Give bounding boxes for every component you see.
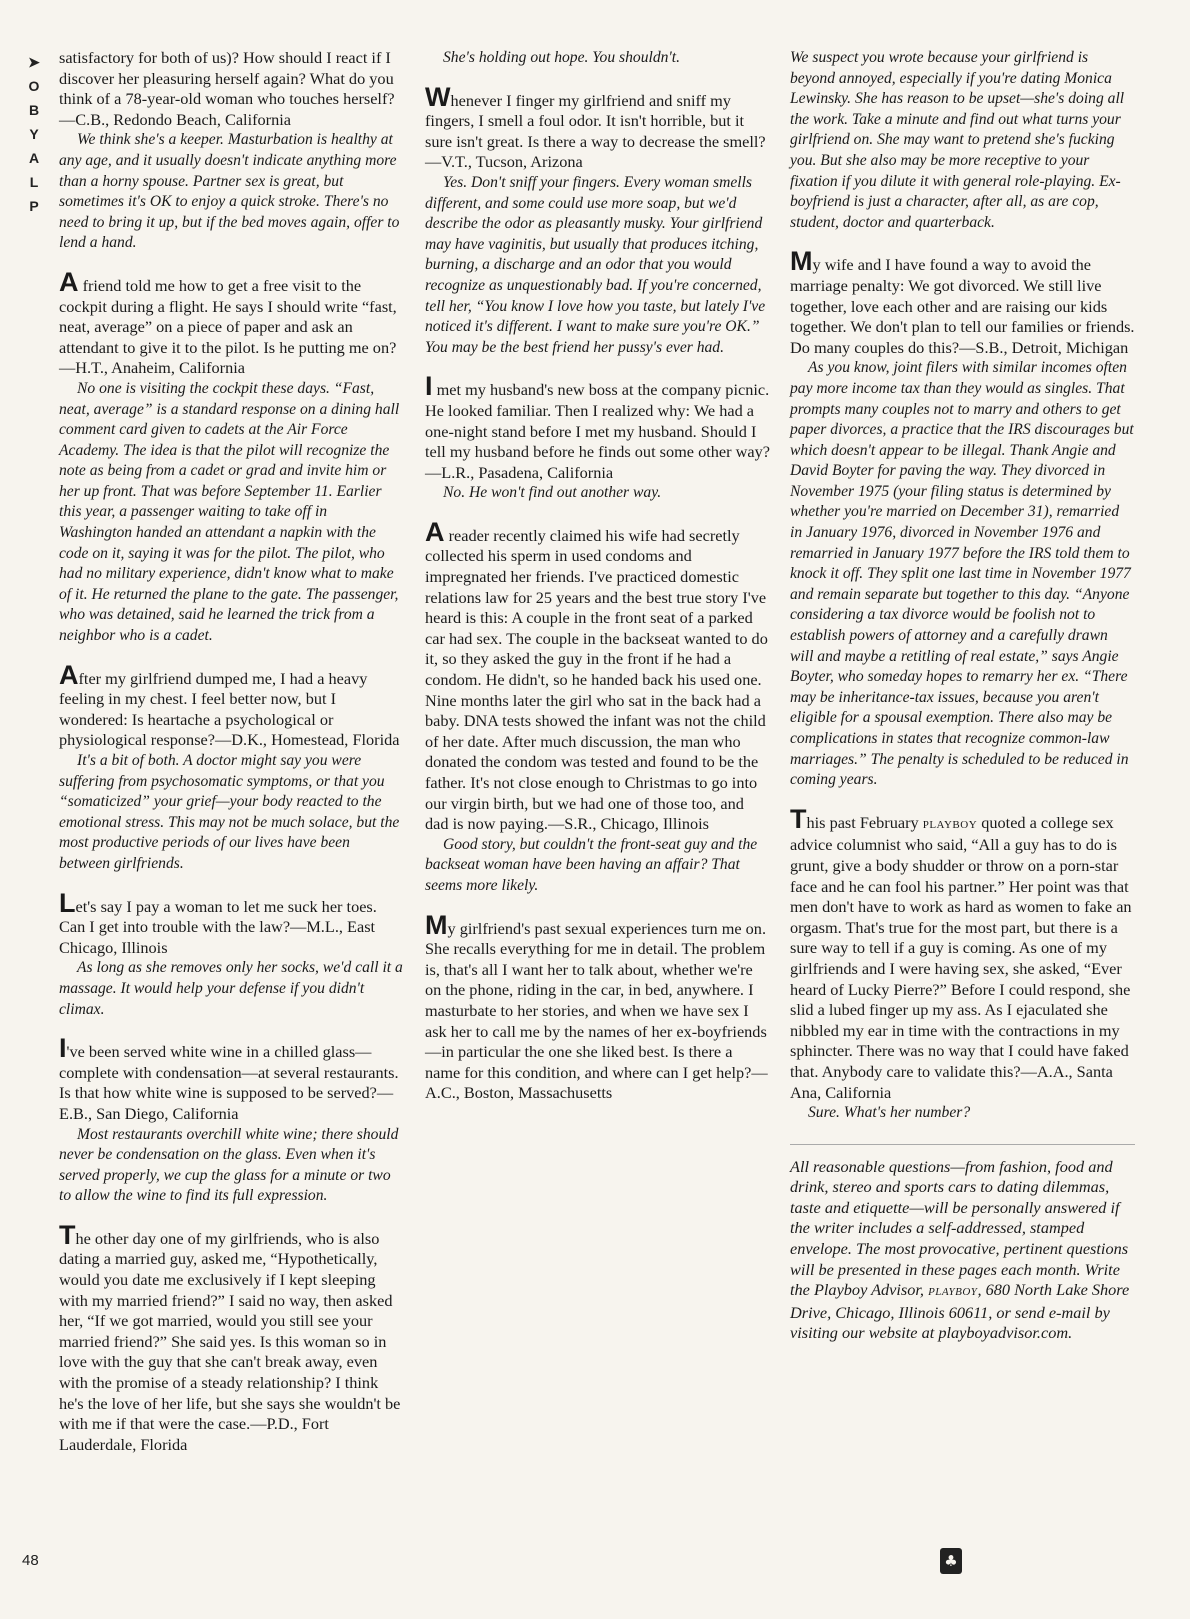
answer: It's a bit of both. A doctor might say you were suffering from psychosomatic symptoms, or that you “somaticized” your grief—your body reacted to the emotional stress. This may not be much solace, but the most productive periods of our lives have been between girlfriends.: [59, 752, 400, 872]
question: [425, 371, 770, 483]
footer-text: , 680 North Lake Shore Drive, Chicago, Illinois 60611, or send e-mail by visiting our website at playboyadvisor.com.: [790, 1280, 1130, 1343]
drop-cap: M: [790, 246, 813, 277]
masthead-letter: A: [28, 150, 40, 166]
drop-cap: L: [59, 887, 76, 918]
question-text: reader recently claimed his wife had secretly collected his sperm in used condoms and impregnated her friends. I've practiced domestic relations law for 25 years and the best true story I've heard is this: A couple in the front seat of a parked car had sex. The couple in the backseat wanted to do it, so they asked the guy in the front if he had a condom. He didn't, so he handed back his used one. Nine months later the girl who sat in the back had a baby. DNA tests showed the infant was not the child of her date. After much discussion, the man who donated the condom was tested and found to be the father. It's not close enough to Christmas to go into our virgin birth, but we had one of those too, and dad is now paying.—S.R., Chicago, Illinois: [425, 525, 768, 834]
question: [59, 1033, 404, 1124]
page-number: 48: [22, 1552, 39, 1569]
masthead-letter: ➤: [28, 54, 40, 70]
rabbit-head-icon: ♣: [940, 1548, 962, 1574]
question-text: y wife and I have found a way to avoid the marriage penalty: We got divorced. We still live together, love each other and are raising our kids together. We don't plan to tell our families or friends. Do many couples do this?—S.B., Detroit, Michigan: [790, 255, 1135, 357]
answer: Yes. Don't sniff your fingers. Every woman smells different, and some could use more soap, but we'd describe the odor as pleasantly musky. Your girlfriend may have vaginitis, but usually that produces itching, burning, a discharge and an odor that you would recognize as unquestionably bad. If you're concerned, tell her, “You know I love how you taste, but lately I've noticed it's different. I want to make sure you're OK.” You may be the best friend her pussy's ever had.: [425, 173, 766, 356]
masthead-letter: Y: [29, 126, 39, 142]
question: [59, 887, 404, 959]
question-text: et's say I pay a woman to let me suck her toes. Can I get into trouble with the law?—M.L., East Chicago, Illinois: [59, 896, 377, 957]
question: [59, 1219, 404, 1456]
question: [59, 659, 404, 751]
answer: She's holding out hope. You shouldn't.: [443, 49, 680, 66]
question-text: friend told me how to get a free visit to the cockpit during a flight. He says I should write “fast, neat, average” on a piece of paper and ask an attendant to give it to the pilot. Is he putting me on?—H.T., Anaheim, California: [59, 275, 397, 378]
divider: [790, 1144, 1135, 1145]
answer: No. He won't find out another way.: [443, 484, 662, 502]
drop-cap: I: [59, 1033, 67, 1064]
answer: As you know, joint filers with similar incomes often pay more income tax than they would as singles. That prompts many couples not to marry and others to get paper divorces, a practice that the IRS discourages but which doesn't appear to be illegal. Thank Angie and David Boyter for paving the way. They divorced in November 1975 (your filing status is determined by whether you're married on December 31), remarried in January 1976, divorced in November 1976 and remarried in January 1977 before the IRS told them to knock it off. They split one last time in November 1977 and remain separate but together to this day. “Anyone considering a tax divorce would be foolish not to establish powers of attorney and a carefully drawn will and maybe a retitling of real estate,” says Angie Boyter, who someday hopes to remarry her ex. “There may be inheritance-tax issues, because you aren't eligible for a spousal exemption. There also may be complications in states that recognize common-law marriages.” The penalty is scheduled to be reduced in coming years.: [790, 359, 1134, 789]
answer: As long as she removes only her socks, we'd call it a massage. It would help your defense if you didn't climax.: [59, 959, 403, 1018]
answer: No one is visiting the cockpit these days. “Fast, neat, average” is a standard response on a dining hall comment card given to cadets at the Air Force Academy. The idea is that the pilot will recognize the note as being from a cadet or grad and invite him or her up front. That was before September 11. Earlier this year, a passenger waiting to take off in Washington handed an attendant a napkin with the code on it, saying it was for the pilot. The pilot, who had no military experience, didn't know what to make of it. He returned the plane to the gate. The passenger, who was detained, said he learned the trick from a neighbor who is a cadet.: [59, 379, 400, 645]
question-text: quoted a college sex advice columnist who said, “All a guy has to do is grunt, give a body shudder or throw on a porn-star face and he can fool his partner.” Her point was that men don't have to work as hard as women to fake an orgasm. That's true for the most part, but there is a sure way to tell if a guy is coming. As one of my girlfriends and I were having sex, she asked, “Ever heard of Lucky Pierre?” Before I could respond, she slid a lubed finger up my ass. As I ejaculated she nibbled my ear in time with the contractions in my sphincter. There was no way that I could have faked that. Anybody care to validate this?—A.A., Santa Ana, California: [790, 812, 1132, 1102]
qa-entry: [59, 48, 404, 254]
drop-cap: A: [59, 659, 79, 690]
drop-cap: A: [425, 516, 445, 547]
qa-entry-continued: [425, 48, 770, 69]
column-1: [59, 48, 404, 1475]
masthead-letter: P: [29, 198, 39, 214]
qa-entry-continued: [790, 48, 1135, 233]
drop-cap: T: [59, 1219, 76, 1250]
question: [59, 266, 404, 379]
question: [59, 48, 404, 130]
question: [425, 516, 770, 835]
question: [790, 803, 1135, 1103]
question-text: he other day one of my girlfriends, who is also dating a married guy, asked me, “Hypothetically, would you date me exclusively if I kept sleeping with my married friend?” I said no way, then asked her, “If we got married, would you still see your married friend?” She said yes. Is this woman so in love with the guy that she can't break away, even with the promise of a steady relationship? I think he's the love of her life, but she says she wouldn't be with me if that were the case.—P.D., Fort Lauderdale, Florida: [59, 1228, 401, 1454]
qa-entry: [425, 371, 770, 504]
question: [790, 246, 1135, 358]
question-text: henever I finger my girlfriend and sniff my fingers, I smell a foul odor. It isn't horrible, but it sure isn't great. Is there a way to decrease the smell?—V.T., Tucson, Arizona: [425, 90, 766, 172]
masthead-vertical: [22, 50, 46, 218]
drop-cap: I: [425, 371, 433, 402]
masthead-letter: B: [28, 102, 40, 118]
question: [425, 81, 770, 173]
question-text: met my husband's new boss at the company picnic. He looked familiar. Then I realized why: We had a one-night stand before I met my husband. Should I tell my husband before he finds out some other way?—L.R., Pasadena, California: [425, 380, 770, 482]
qa-entry: [425, 909, 770, 1104]
qa-entry: [790, 803, 1135, 1124]
drop-cap: M: [425, 909, 448, 940]
question: [425, 909, 770, 1104]
answer: Good story, but couldn't the front-seat guy and the backseat woman have been having an affair? That seems more likely.: [425, 835, 758, 894]
column-2: [425, 48, 770, 1124]
drop-cap: A: [59, 266, 79, 297]
qa-entry: [59, 659, 404, 875]
advisor-footer-note: [790, 1157, 1135, 1344]
qa-entry: [790, 246, 1135, 790]
answer: Most restaurants overchill white wine; there should never be condensation on the glass. Even when it's served properly, we cup the glass for a minute or two to allow the wine to find its full expression.: [59, 1125, 399, 1205]
footer-text: All reasonable questions—from fashion, food and drink, stereo and sports cars to dating dilemmas, taste and etiquette—will be personally answered if the writer includes a self-addressed, stamped envelope. The most provocative, pertinent questions will be presented in these pages each month. Write the Playboy Advisor,: [790, 1156, 1129, 1300]
column-3: [790, 48, 1135, 1344]
question-text: satisfactory for both of us)? How should I react if I discover her pleasuring herself again? What do you think of a 78-year-old woman who touches herself?—C.B., Redondo Beach, California: [59, 48, 395, 129]
question-text: fter my girlfriend dumped me, I had a heavy feeling in my chest. I feel better now, but I wondered: Is heartache a psychological or physiological response?—D.K., Homestead, Florida: [59, 668, 400, 750]
question-text: y girlfriend's past sexual experiences turn me on. She recalls everything for me in detail. The problem is, that's all I want her to talk about, whether we're on the phone, riding in the car, in bed, anywhere. I masturbate to her stories, and when we have sex I ask her to call me by the names of her ex-boyfriends—in particular the one she liked best. Is there a name for this condition, and where can I get help?—A.C., Boston, Massachusetts: [425, 918, 768, 1103]
qa-entry: [425, 516, 770, 897]
answer: We think she's a keeper. Masturbation is healthy at any age, and it usually doesn't indicate anything more than a horny spouse. Partner sex is great, but sometimes it's OK to enjoy a quick stroke. There's no need to bring it up, but if the bed moves again, offer to lend a hand.: [59, 131, 400, 252]
qa-entry: [59, 1219, 404, 1456]
qa-entry: [59, 887, 404, 1021]
small-caps-playboy: PLAYBOY: [928, 1286, 978, 1299]
qa-entry: [425, 81, 770, 359]
masthead-letter: L: [29, 174, 39, 190]
masthead-letter: O: [28, 78, 40, 94]
small-caps-playboy: PLAYBOY: [922, 818, 978, 831]
drop-cap: W: [425, 81, 451, 112]
drop-cap: T: [790, 803, 807, 834]
question-pre: his past February: [806, 812, 923, 832]
qa-entry: [59, 1033, 404, 1207]
answer: Sure. What's her number?: [808, 1104, 971, 1122]
question-text: 've been served white wine in a chilled glass—complete with condensation—at several restaurants. Is that how white wine is supposed to be served?—E.B., San Diego, California: [59, 1042, 399, 1123]
answer: We suspect you wrote because your girlfriend is beyond annoyed, especially if you're dating Monica Lewinsky. She has reason to be upset—she's doing all the work. Take a minute and find out what turns your girlfriend on. She may want to pretend she's fucking you. But she also may be more receptive to your fixation if you dilute it with general role-playing. Ex-boyfriend is just a character, after all, as are cop, student, doctor and quarterback.: [790, 49, 1125, 231]
qa-entry: [59, 266, 404, 647]
